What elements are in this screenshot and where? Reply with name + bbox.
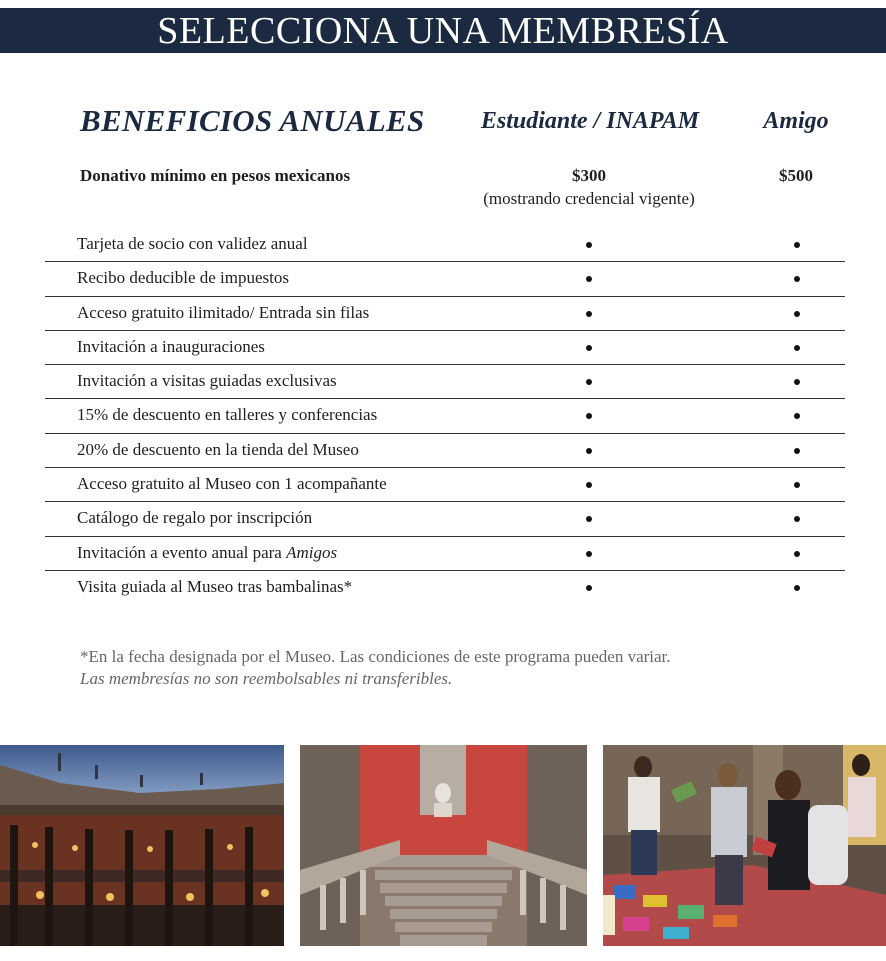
benefits-heading: BENEFICIOS ANUALES [80,103,425,138]
bullet-student [586,311,592,317]
bullet-friend [794,448,800,454]
bullet-student [586,379,592,385]
column-header-student: Estudiante / INAPAM [480,108,700,134]
table-row [45,502,845,536]
benefit-label: Recibo deducible de impuestos [77,268,289,288]
price-note: (mostrando credencial vigente) [483,189,695,208]
bullet-friend [794,516,800,522]
table-row [45,468,845,502]
price-student: $300 [572,166,606,185]
table-row [45,434,845,468]
bullet-friend [794,551,800,557]
price-friend: $500 [779,166,813,185]
photo-bookfair [603,745,886,946]
bullet-student [586,413,592,419]
bullet-student [586,585,592,591]
column-header-friend: Amigo [763,108,829,134]
bullet-friend [794,482,800,488]
table-row [45,297,845,331]
bullet-student [586,448,592,454]
benefit-label: Visita guiada al Museo tras bambalinas* [77,576,353,596]
benefit-label: Acceso gratuito al Museo con 1 acompañante [77,474,387,494]
benefit-label: Invitación a inauguraciones [77,336,265,356]
bullet-student [586,345,592,351]
table-row [45,262,845,296]
bullet-friend [794,585,800,591]
bullet-friend [794,413,800,419]
bullet-student [586,516,592,522]
bullet-student [586,482,592,488]
benefit-label: Invitación a visitas guiadas exclusivas [77,371,337,391]
benefit-label: 20% de descuento en la tienda del Museo [77,439,359,459]
benefit-label [77,543,337,563]
bullet-friend [794,311,800,317]
bullet-friend [794,379,800,385]
benefit-label: Acceso gratuito ilimitado/ Entrada sin filas [77,302,370,322]
photo-courtyard [0,745,284,946]
bullet-friend [794,242,800,248]
bullet-student [586,242,592,248]
table-row [45,331,845,365]
footnote-refund: Las membresías no son reembolsables ni transferibles. [80,669,453,688]
table-row [45,537,845,571]
footnote-conditions: *En la fecha designada por el Museo. Las condiciones de este programa pueden variar. [80,647,671,666]
table-row [45,399,845,433]
benefits-table [45,228,845,604]
table-row [45,571,845,604]
benefit-label: 15% de descuento en talleres y conferencias [77,405,378,425]
bullet-student [586,551,592,557]
bullet-friend [794,276,800,282]
donation-label: Donativo mínimo en pesos mexicanos [80,166,351,185]
photo-staircase [300,745,587,946]
page-title: SELECCIONA UNA MEMBRESÍA [157,10,729,52]
benefit-label-text: Invitación a evento anual para [77,542,287,562]
benefit-label: Catálogo de regalo por inscripción [77,508,313,528]
bullet-friend [794,345,800,351]
bullet-student [586,276,592,282]
benefit-label: Tarjeta de socio con validez anual [77,234,308,253]
table-row [45,365,845,399]
benefit-label-italic: Amigos [286,542,338,562]
table-row [45,228,845,262]
